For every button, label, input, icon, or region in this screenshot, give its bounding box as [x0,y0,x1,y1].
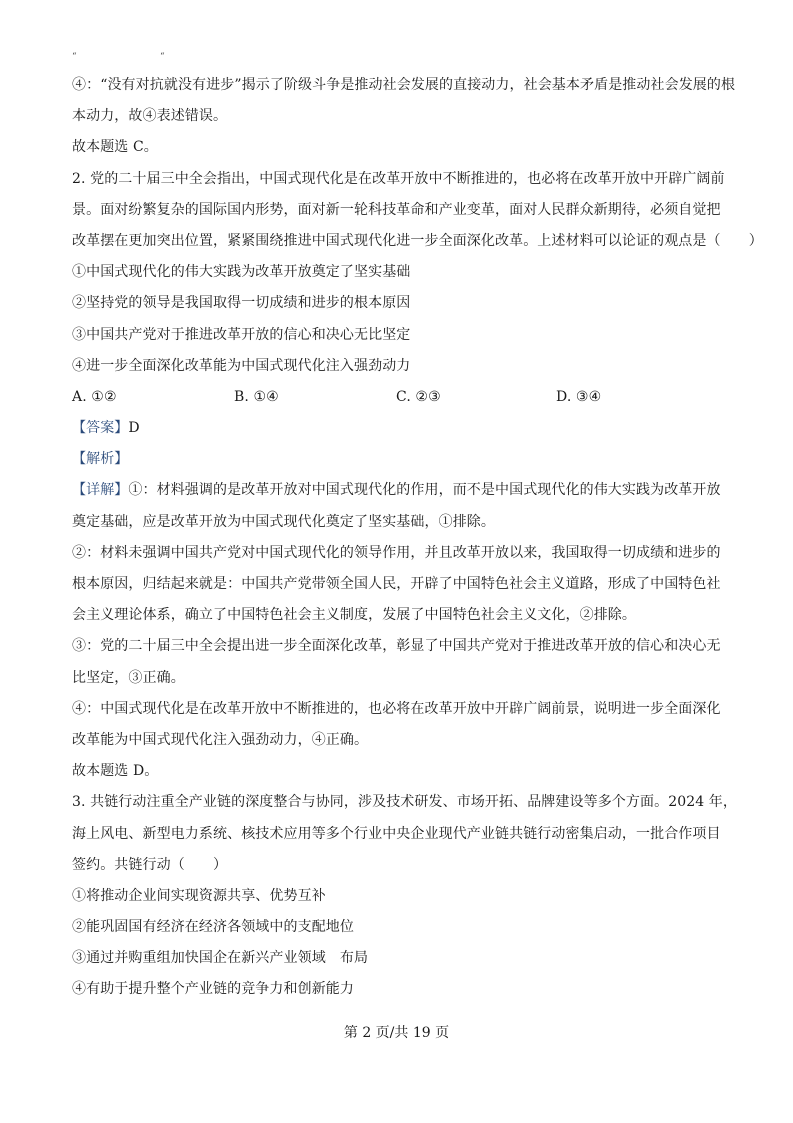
option-b: B. ①④ [234,388,279,405]
statement-1: ①中国式现代化的伟大实践为改革开放奠定了坚实基础 [72,264,411,281]
statement-4: ④有助于提升整个产业链的竞争力和创新能力 [72,981,354,998]
text-line: 景。面对纷繁复杂的国际国内形势，面对新一轮科技革命和产业变革，面对人民群众新期待，必须自觉把 [72,201,721,218]
text-line: 奠定基础，应是改革开放为中国式现代化奠定了坚实基础，①排除。 [72,513,495,530]
option-c: C. ②③ [396,388,441,405]
detail-line [72,475,732,506]
text-line: 会主义理论体系，确立了中国特色社会主义制度，发展了中国特色社会主义文化，②排除。 [72,607,636,624]
analysis-label: 【解析】 [72,451,129,468]
text-line: ②：材料未强调中国共产党对中国式现代化的领导作用，并且改革开放以来，我国取得一切成绩和进步的 [72,544,721,561]
text-line: ①：材料强调的是改革开放对中国式现代化的作用，而不是中国式现代化的伟大实践为改革开放 [128,482,721,499]
page-footer: 第 2 页/共 19 页 [343,1025,450,1041]
statement-4: ④进一步全面深化改革能为中国式现代化注入强劲动力 [72,357,411,374]
option-d: D. ③④ [556,388,602,405]
text-line: 根本原因，归结起来就是：中国共产党带领全国人民，开辟了中国特色社会主义道路，形成了中国特色社 [72,576,721,592]
question-2-stem: 2. 党的二十届三中全会指出，中国式现代化是在改革开放中不断推进的，也必将在改革开放中开辟广阔前 [72,170,725,187]
question-3-stem: 3. 共链行动注重全产业链的深度整合与协同，涉及技术研发、市场开拓、品牌建设等多个方面。2024 年， [72,794,737,811]
statement-2: ②能巩固国有经济在经济各领域中的支配地位 [72,919,354,936]
text-line: 改革摆在更加突出位置，紧紧围绕推进中国式现代化进一步全面深化改革。上述材料可以论证的观点是（ ） [72,232,763,249]
answer-label: 【答案】 [72,420,129,437]
text-line: 故本题选 C。 [72,139,158,156]
text-line: 故本题选 D。 [72,763,159,780]
answer-line [72,413,732,444]
text-line: ④：中国式现代化是在改革开放中不断推进的，也必将在改革开放中开辟广阔前景，说明进一步全面深化 [72,700,721,717]
text-line: 本动力，故④表述错误。 [72,108,228,125]
text-line: ③：党的二十届三中全会提出进一步全面深化改革，彰显了中国共产党对于推进改革开放的信心和决心无 [72,638,721,655]
analysis-line [72,444,732,475]
quote-mark: “ [160,52,165,62]
statement-3: ③中国共产党对于推进改革开放的信心和决心无比坚定 [72,326,411,343]
option-a: A. ①② [72,388,117,405]
answer-value: D [128,420,140,437]
text-line: 海上风电、新型电力系统、核技术应用等多个行业中央企业现代产业链共链行动密集启动，一批合作项目 [72,825,721,842]
top-marks [72,48,732,70]
statement-2: ②坚持党的领导是我国取得一切成绩和进步的根本原因 [72,295,411,312]
detail-label: 【详解】 [72,482,129,499]
text-line: 签约。共链行动（ ） [72,856,228,873]
text-line: ④：“没有对抗就没有进步”揭示了阶级斗争是推动社会发展的直接动力，社会基本矛盾是推动社会发展的根 [72,77,736,93]
text-line: 改革能为中国式现代化注入强劲动力，④正确。 [72,731,369,748]
statement-1: ①将推动企业间实现资源共享、优势互补 [72,887,326,904]
text-line: 比坚定，③正确。 [72,669,185,686]
page-content [72,48,763,1006]
quote-mark: “ [72,52,77,62]
answer-options [72,382,732,413]
statement-3: ③通过并购重组加快国企在新兴产业领域 布局 [72,950,369,967]
